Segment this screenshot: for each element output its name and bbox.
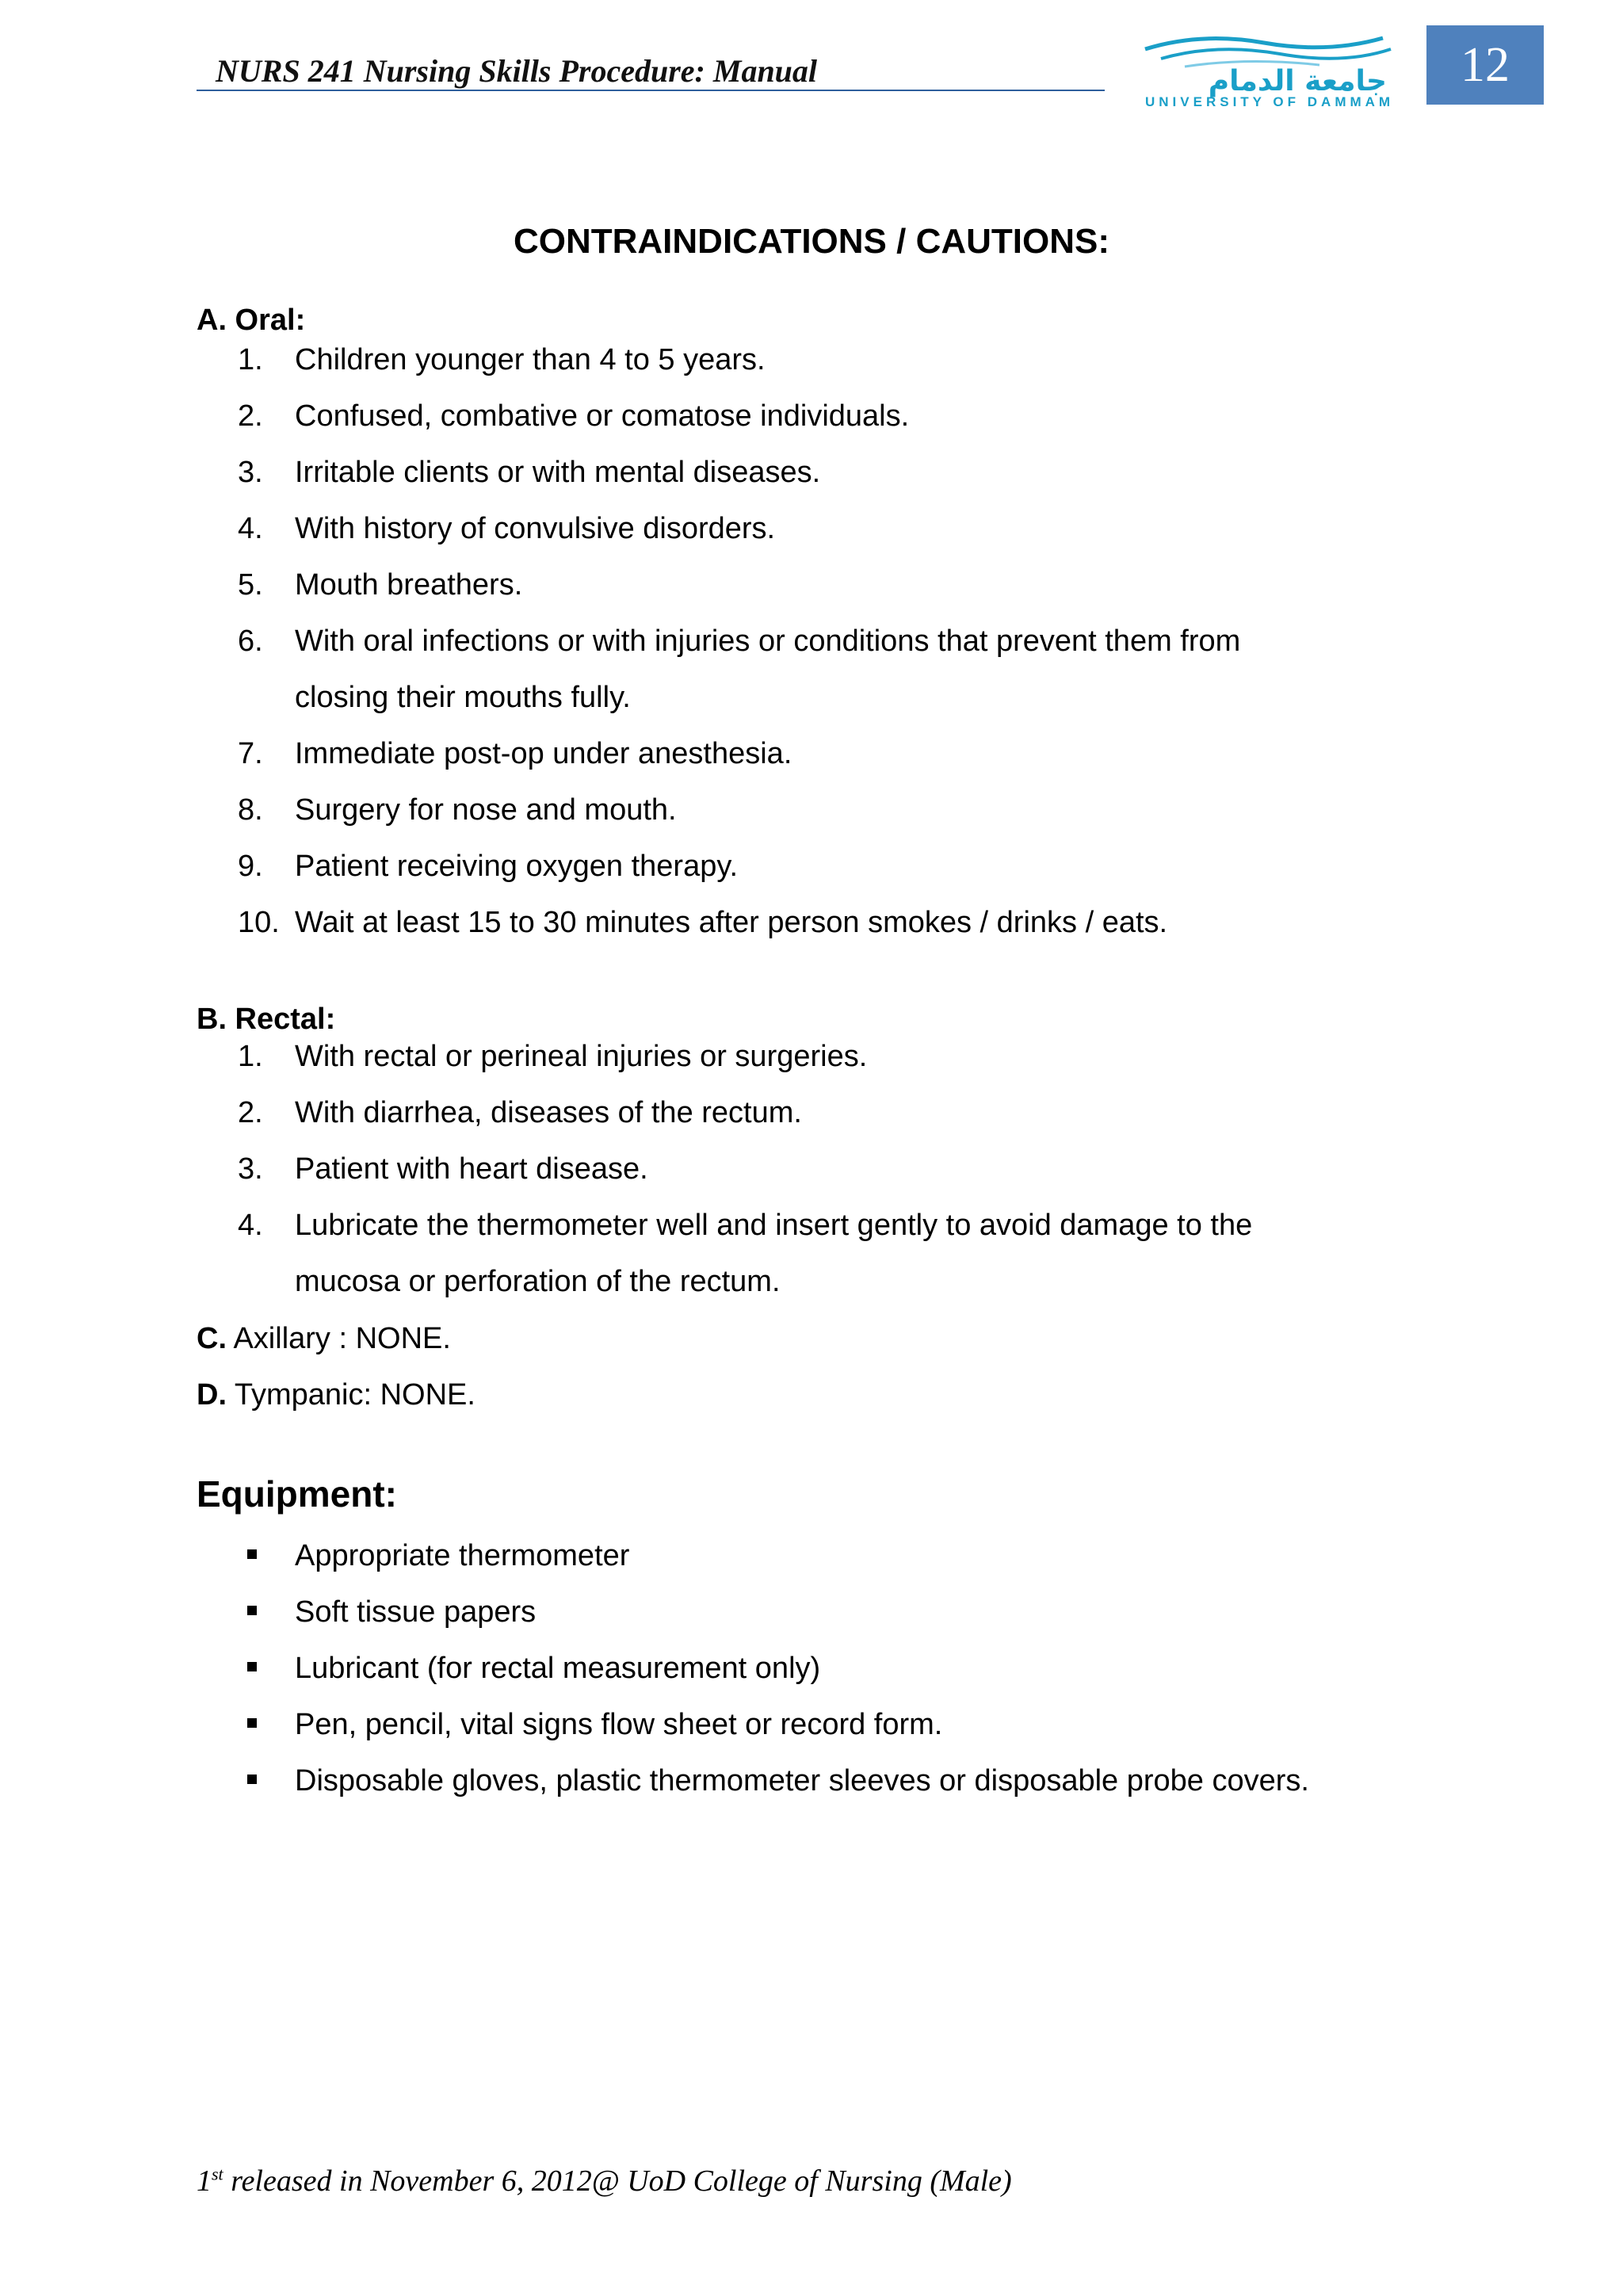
list-item: 1. Children younger than 4 to 5 years. [238, 343, 766, 376]
logo-arabic-text: جامعة الدمام [1208, 65, 1387, 97]
header-rule [197, 90, 1105, 91]
bullet-item: Lubricant (for rectal measurement only) [247, 1652, 820, 1684]
section-tympanic: D. Tympanic: NONE. [197, 1378, 475, 1412]
equipment-heading: Equipment: [197, 1473, 397, 1515]
bullet-item: Pen, pencil, vital signs flow sheet or record form. [247, 1709, 942, 1740]
document-footer: 1st released in November 6, 2012@ UoD College of Nursing (Male) [197, 2164, 1012, 2198]
bullet-item: Disposable gloves, plastic thermometer sleeves or disposable probe covers. [247, 1765, 1309, 1797]
list-item: 10. Wait at least 15 to 30 minutes after person smokes / drinks / eats. [238, 906, 1168, 939]
list-item-continuation: mucosa or perforation of the rectum. [295, 1265, 781, 1298]
list-item: 3. Patient with heart disease. [238, 1152, 648, 1186]
section-rectal-heading: B. Rectal: [197, 1003, 336, 1036]
list-item: 7. Immediate post-op under anesthesia. [238, 737, 792, 770]
page-number-box [1426, 25, 1544, 105]
square-bullet-icon [247, 1549, 257, 1559]
university-logo [1129, 25, 1399, 109]
list-item: 4. Lubricate the thermometer well and insert gently to avoid damage to the [238, 1209, 1253, 1242]
document-header-title: NURS 241 Nursing Skills Procedure: Manual [216, 53, 818, 89]
bullet-item: Appropriate thermometer [247, 1540, 629, 1572]
list-item-continuation: closing their mouths fully. [295, 681, 631, 714]
square-bullet-icon [247, 1606, 257, 1615]
list-item: 2. Confused, combative or comatose individuals. [238, 399, 910, 433]
page-heading: CONTRAINDICATIONS / CAUTIONS: [513, 222, 1110, 261]
section-oral-heading: A. Oral: [197, 304, 306, 337]
list-item: 5. Mouth breathers. [238, 568, 523, 602]
list-item: 3. Irritable clients or with mental diseases. [238, 456, 821, 489]
list-item: 2. With diarrhea, diseases of the rectum. [238, 1096, 802, 1129]
bullet-item: Soft tissue papers [247, 1596, 536, 1628]
logo-english-text: UNIVERSITY OF DAMMAM [1145, 94, 1395, 109]
square-bullet-icon [247, 1775, 257, 1784]
list-item: 9. Patient receiving oxygen therapy. [238, 850, 739, 883]
list-item: 4. With history of convulsive disorders. [238, 512, 776, 545]
page-number: 12 [1461, 37, 1510, 92]
list-item: 6. With oral infections or with injuries or conditions that prevent them from [238, 625, 1241, 658]
square-bullet-icon [247, 1662, 257, 1671]
square-bullet-icon [247, 1718, 257, 1728]
list-item: 8. Surgery for nose and mouth. [238, 793, 677, 827]
list-item: 1. With rectal or perineal injuries or surgeries. [238, 1040, 868, 1073]
section-axillary: C. Axillary : NONE. [197, 1322, 451, 1355]
